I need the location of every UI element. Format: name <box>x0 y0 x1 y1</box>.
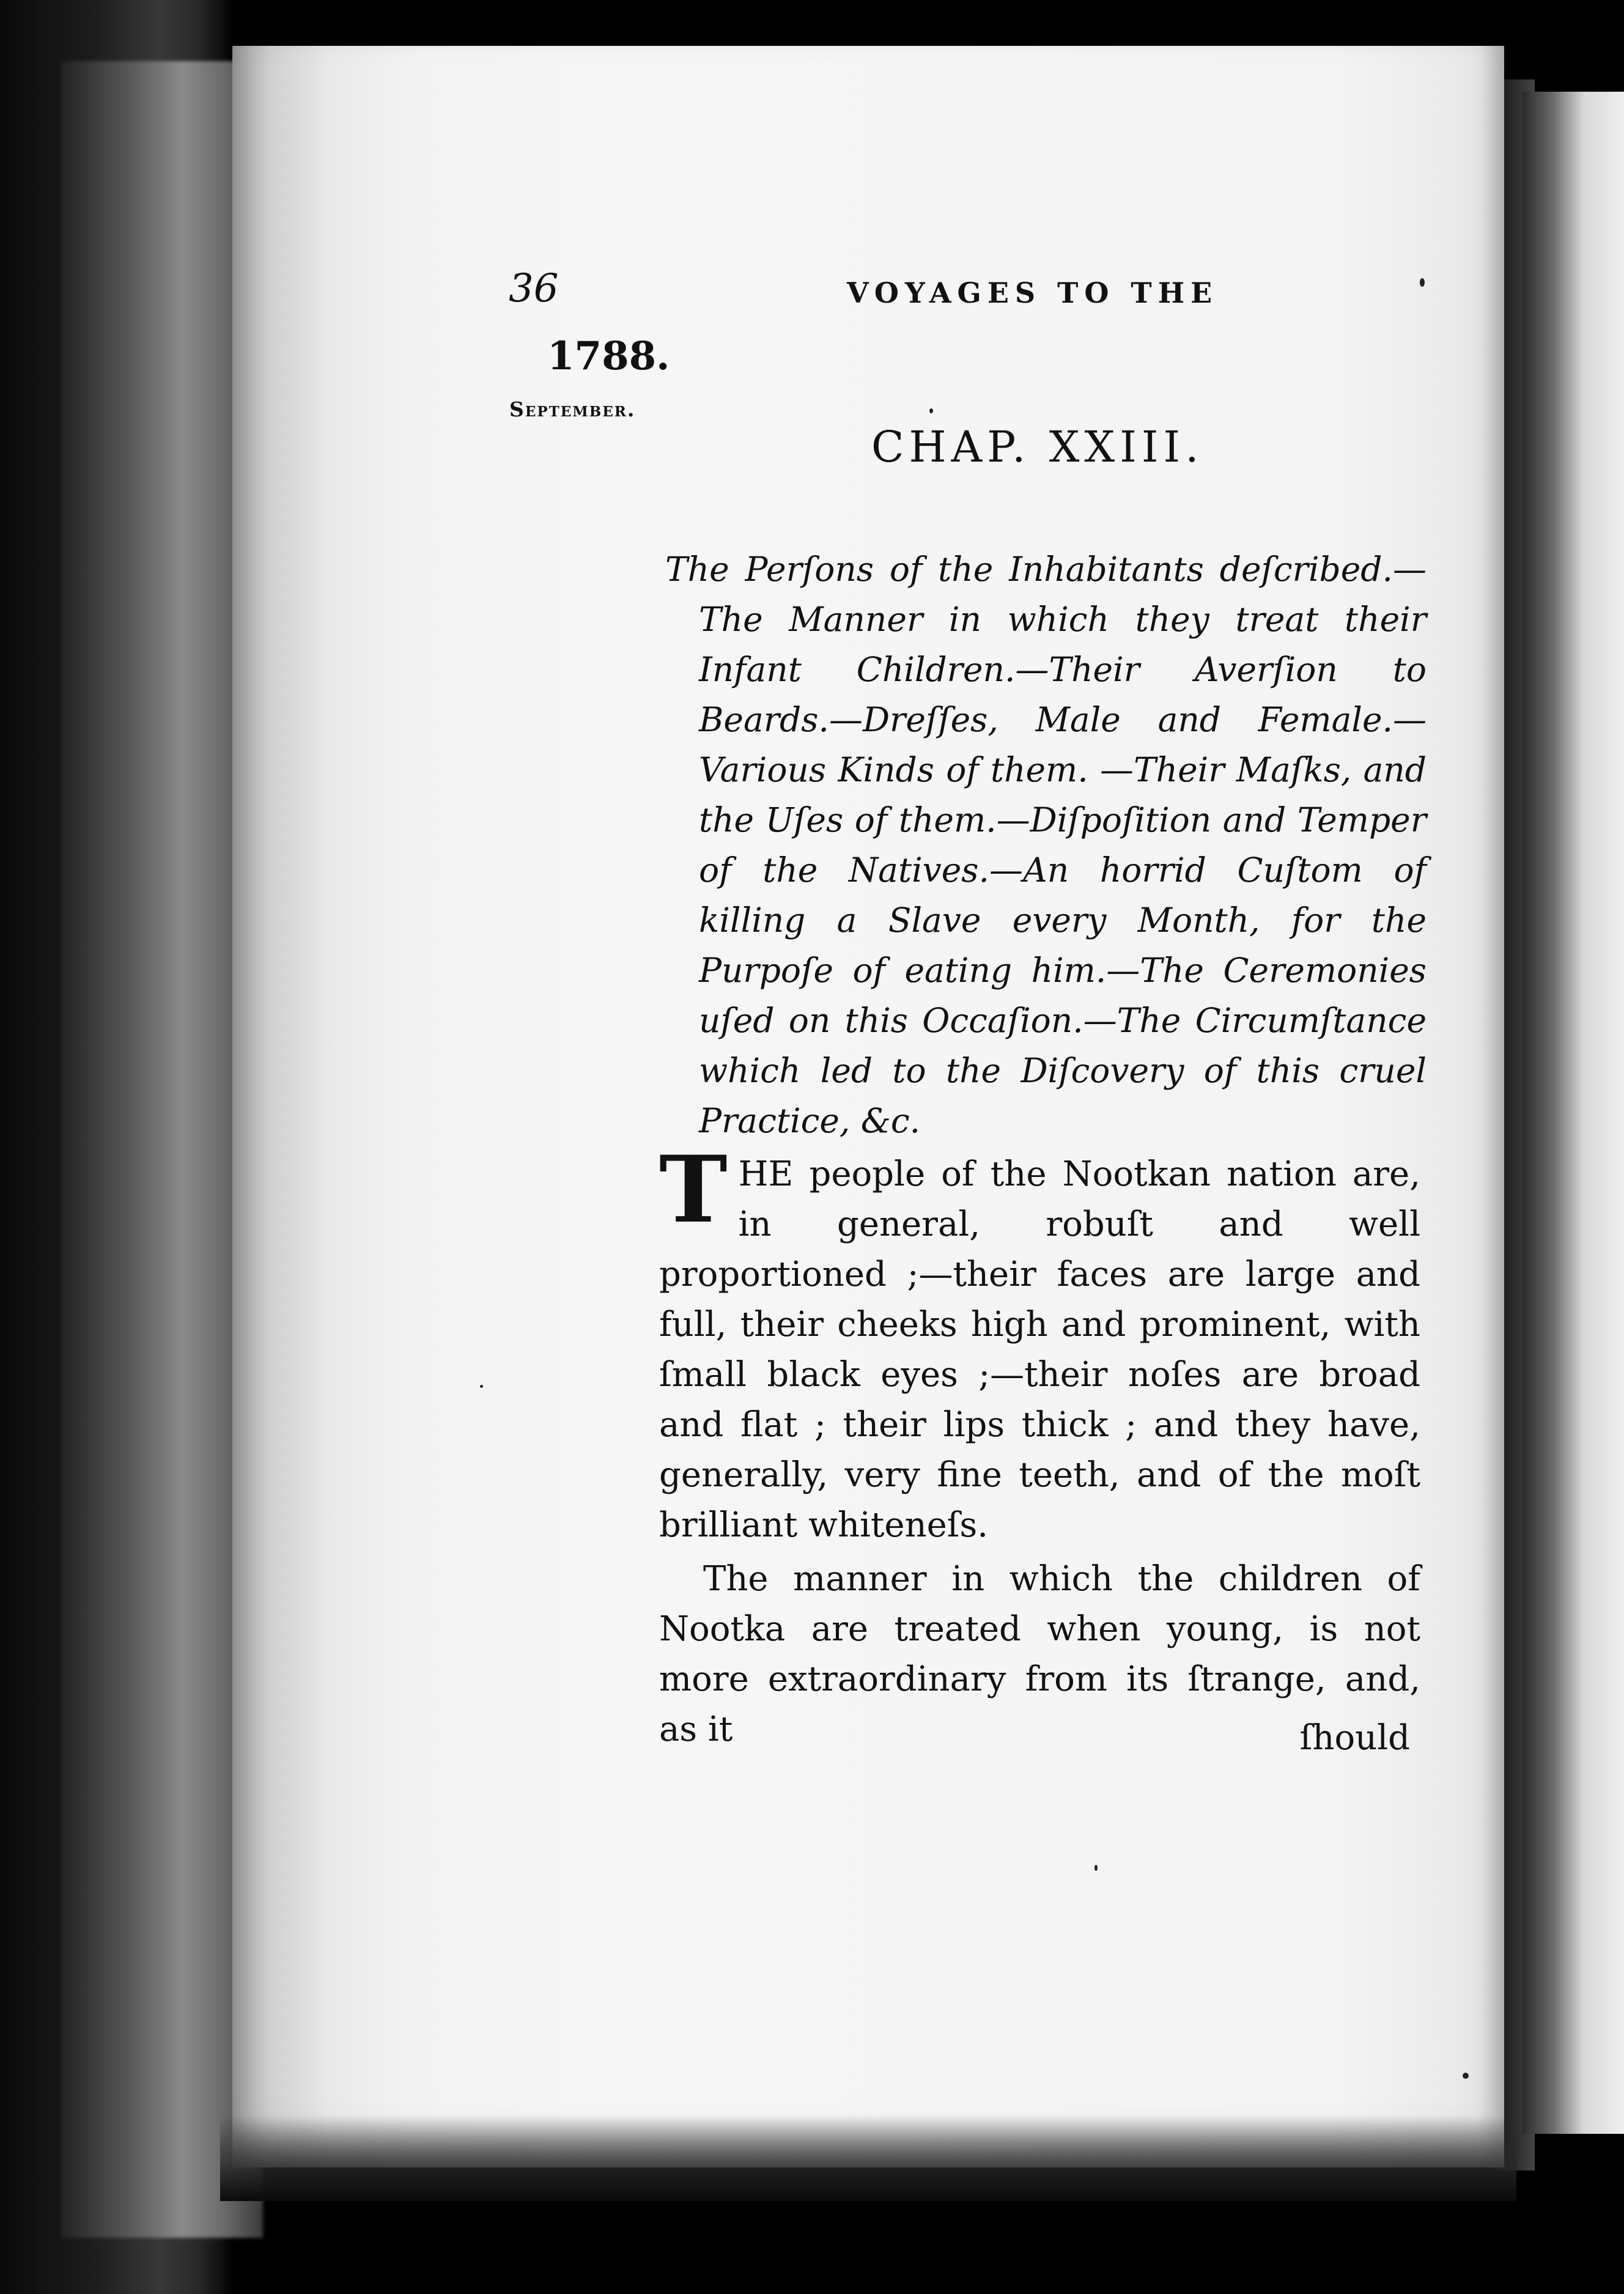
facing-page-edge <box>1523 92 1624 2134</box>
paragraph-1-text: HE people of the Nootkan nation are, in general, robuſt and well proportioned ;—their faces are large and full, their cheeks high and prominent, with ſmall black eyes ;—their noſes are broad and flat ; their lips thick ; and they have, generally, very fine teeth, and of the moſt brilliant whiteneſs. <box>659 1154 1420 1545</box>
body-paragraph-2: The manner in which the children of Nootka are treated when young, is not more extraordinary from its ſtrange, and, as it <box>659 1559 1420 1749</box>
page-bottom-shadow <box>220 2115 1516 2201</box>
catchword: ſhould <box>1299 1718 1410 1758</box>
margin-year: 1788. <box>547 333 670 379</box>
chapter-heading: CHAP. XXIII. <box>871 422 1204 472</box>
margin-month: September. <box>509 397 636 421</box>
running-head: VOYAGES TO THE <box>847 276 1219 309</box>
chapter-summary: The Perſons of the Inhabitants deſcribed.—The Manner in which they treat their Infant Children.—Their Averſion to Beards.—Dreſſes, Male and Female.—Various Kinds of them. —Their Maſks, and the Uſes of them.—Diſpoſition and Temper of the Natives.—An horrid Cuſtom of killing a Slave every Month, for the Purpoſe of eating him.—The Ceremonies uſed on this Occaſion.—The Circumſtance which led to the Diſcovery of this cruel Practice, &c. <box>665 550 1427 1140</box>
page-number: 36 <box>509 266 559 311</box>
body-paragraph-1 <box>659 1136 1420 1551</box>
drop-cap: T <box>659 1136 728 1244</box>
